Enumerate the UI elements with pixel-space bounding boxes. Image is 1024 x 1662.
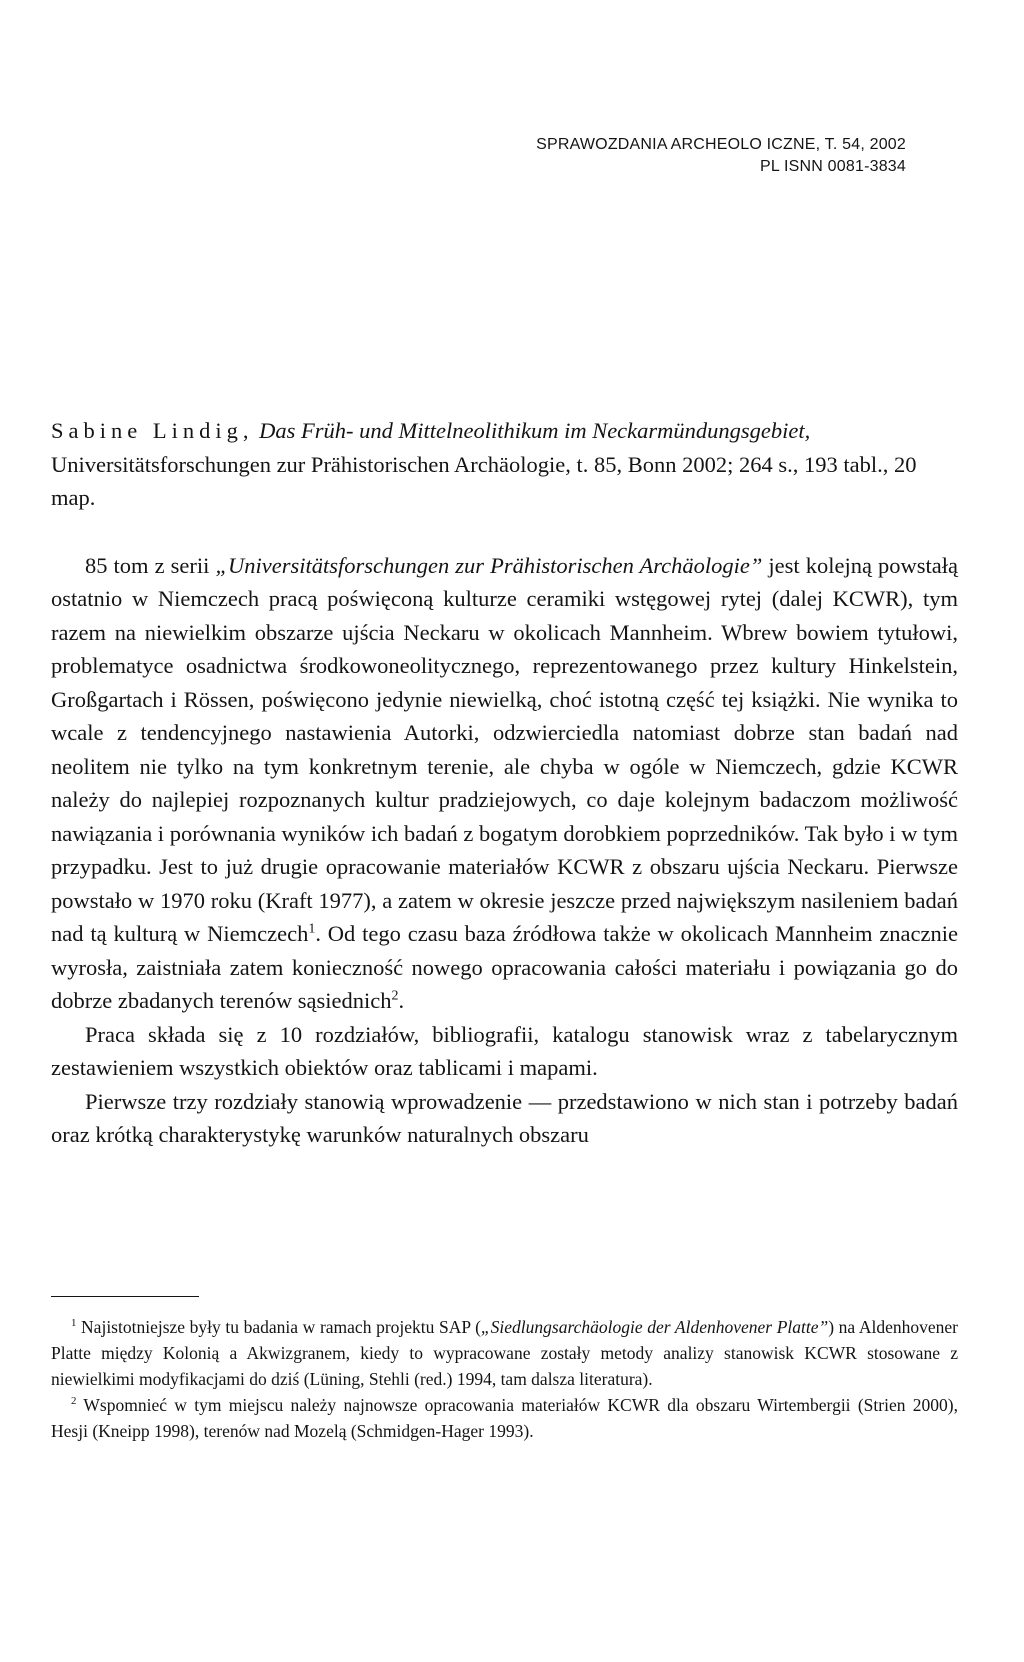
footnote-1-italic: „Siedlungsarchäologie der Aldenhovener Platte” — [480, 1317, 829, 1337]
footnote-2-mark: 2 — [71, 1395, 77, 1408]
paragraph-1-text-a: 85 tom z serii — [85, 552, 216, 578]
footnote-ref-1[interactable]: 1 — [308, 921, 316, 937]
footnote-1-text-b: ) na Aldenhovener Platte między Kolonią a Akwizgranem, kiedy to wypracowane zostały metody analizy stanowisk KCWR stosowane z niewielkimi modyfikacjami do dziś (Lüning, Stehli (red.) 1994, tam dalsza literatura). — [51, 1317, 958, 1389]
citation-title: Das Früh- und Mittelneolithikum im Neckarmündungsgebiet, — [259, 418, 811, 443]
paragraph-1-text-b: jest kolejną powstałą ostatnio w Niemczech pracą poświęconą kulturze ceramiki wstęgowej rytej (dalej KCWR), tym razem na niewielkim obszarze ujścia Neckaru w okolicach Mannheim. Wbrew bowiem tytułowi, problematyce osadnictwa środkowoneolitycznego, reprezentowanego przez kultury Hinkelstein, Großgartach i Rössen, poświęcono jedynie niewielką, choć istotną część tej książki. Nie wynika to wcale z tendencyjnego nastawienia Autorki, odzwierciedla natomiast dobrze stan badań nad neolitem nie tylko na tym konkretnym terenie, ale chyba w ogóle w Niemczech, gdzie KCWR należy do najlepiej rozpoznanych kultur pradziejowych, co daje kolejnym badaczom możliwość nawiązania i porównania wyników ich badań z bogatym dorobkiem poprzedników. Tak było i w tym przypadku. Jest to już drugie opracowanie materiałów KCWR z obszaru ujścia Neckaru. Pierwsze powstało w 1970 roku (Kraft 1977), a zatem w okresie jeszcze przed największym nasileniem badań nad tą kulturą w Niemczech — [51, 552, 958, 946]
main-text — [51, 414, 958, 1152]
footnote-1 — [51, 1314, 958, 1392]
journal-issn: PL ISNN 0081-3834 — [759, 158, 906, 175]
footnote-ref-2[interactable]: 2 — [391, 988, 399, 1004]
footnote-2-text: Wspomnieć w tym miejscu należy najnowsze opracowania materiałów KCWR dla obszaru Wirtembergii (Strien 2000), Hesji (Kneipp 1998), terenów nad Mozelą (Schmidgen-Hager 1993). — [51, 1395, 958, 1441]
footnote-divider — [51, 1296, 199, 1297]
journal-header — [536, 134, 906, 178]
paragraph-1 — [51, 549, 958, 1018]
paragraph-3: Pierwsze trzy rozdziały stanowią wprowadzenie — przedstawiono w nich stan i potrzeby badań oraz krótką charakterystykę warunków naturalnych obszaru — [51, 1088, 958, 1147]
journal-title: SPRAWOZDANIA ARCHEOLO ICZNE, T. 54, 2002 — [536, 136, 906, 153]
review-citation — [51, 414, 958, 515]
paragraph-1-text-d: . — [398, 988, 405, 1013]
footnotes — [51, 1314, 958, 1444]
citation-details: Universitätsforschungen zur Prähistorischen Archäologie, t. 85, Bonn 2002; 264 s., 193 tabl., 20 map. — [51, 451, 917, 510]
paragraph-2: Praca składa się z 10 rozdziałów, bibliografii, katalogu stanowisk wraz z tabelarycznym zestawieniem wszystkich obiektów oraz tablicami i mapami. — [51, 1021, 958, 1080]
series-title: „Universitätsforschungen zur Prähistorischen Archäologie” — [215, 552, 763, 578]
footnote-1-text-a: Najistotniejsze były tu badania w ramach projektu SAP ( — [76, 1317, 481, 1337]
footnote-2 — [51, 1392, 958, 1444]
footnote-1-mark: 1 — [71, 1317, 77, 1330]
citation-author: Sabine Lindig, — [51, 418, 254, 443]
paragraph-1-text-c: . Od tego czasu baza źródłowa także w okolicach Mannheim znacznie wyrosła, zaistniała zatem konieczność nowego opracowania całości materiału i powiązania go do dobrze zbadanych terenów sąsiednich — [51, 921, 959, 1013]
